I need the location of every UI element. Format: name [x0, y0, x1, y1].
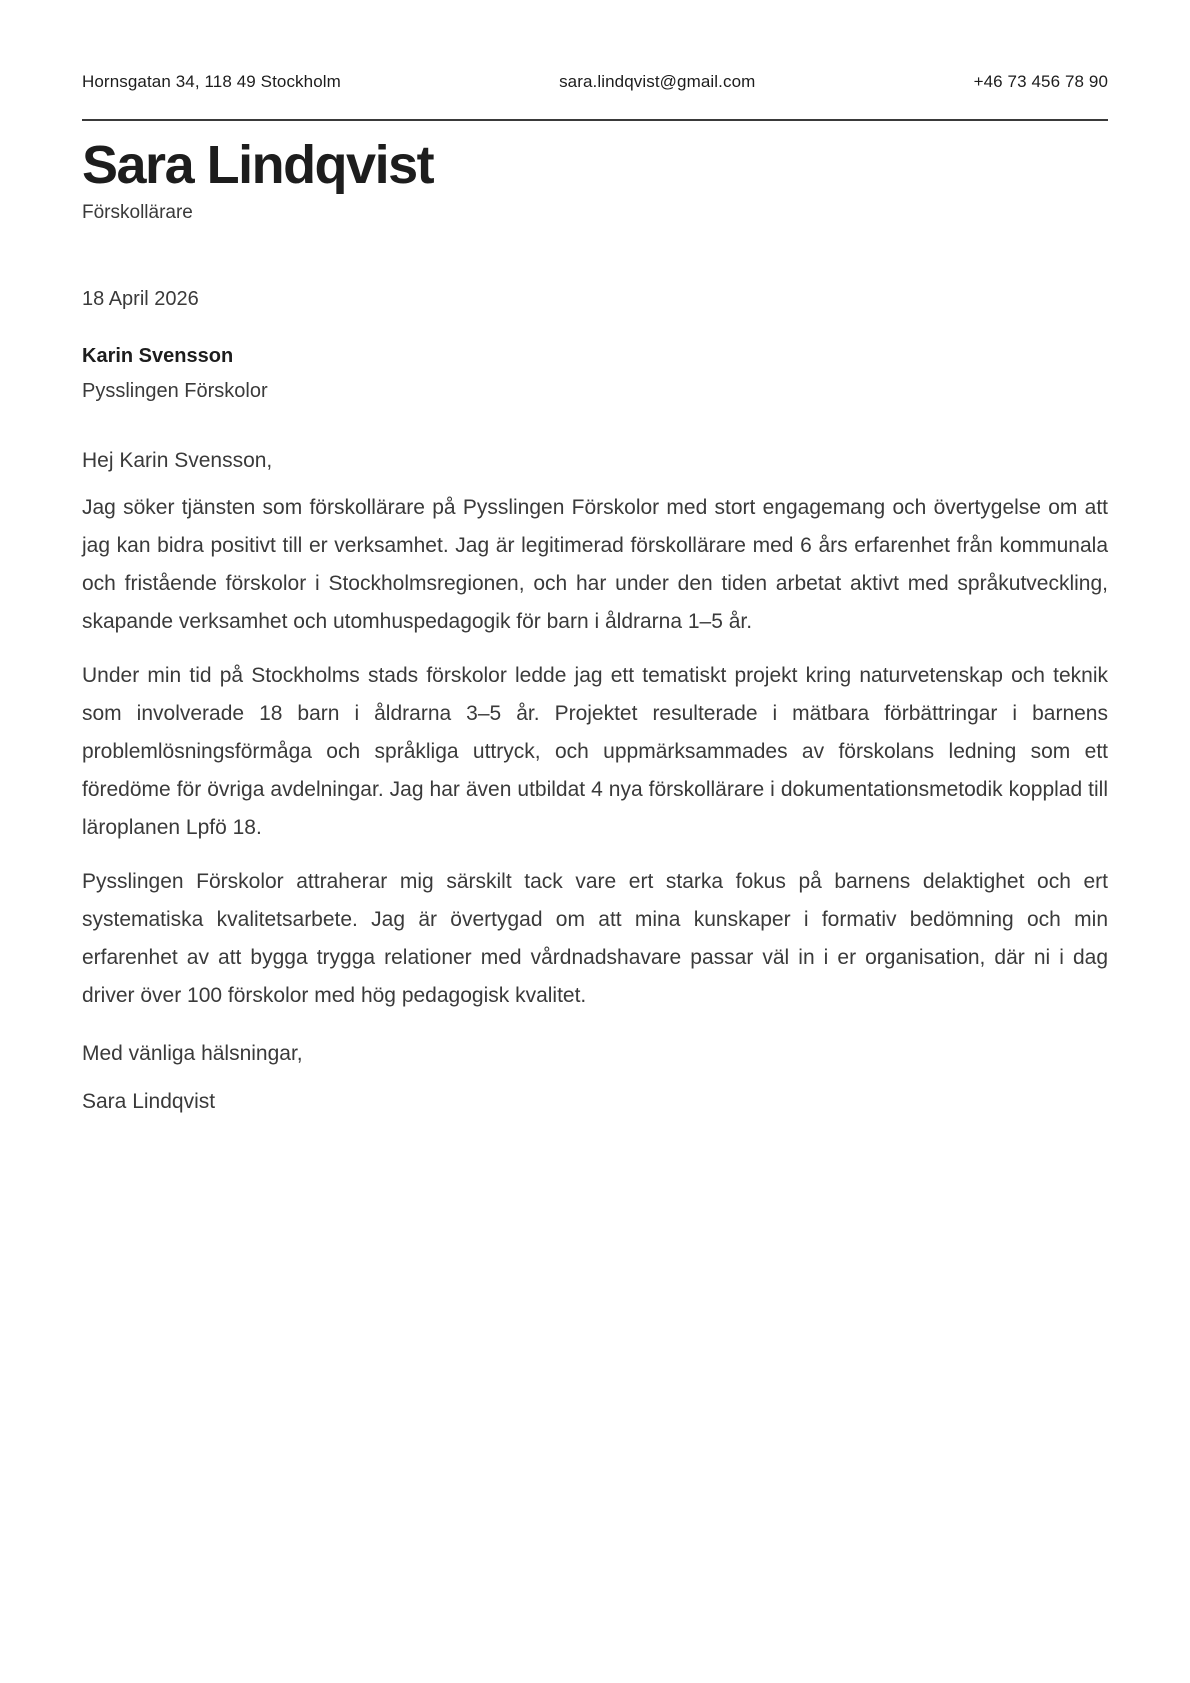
letter-date: 18 April 2026 — [82, 287, 199, 310]
contact-email: sara.lindqvist@gmail.com — [559, 72, 756, 91]
page-title: Sara Lindqvist — [82, 135, 434, 195]
body-paragraph-3: Pysslingen Förskolor attraherar mig särskilt tack vare ert starka fokus på barnens delaktighet och ert systematiska kvalitetsarbete. Jag är övertygad om att mina kunskaper i formativ bedömning och min erfarenhet av att bygga trygga relationer med vårdnadshavare passar väl in i er organisation, där ni i dag driver över 100 förskolor med hög pedagogisk kvalitet. — [82, 869, 1108, 1007]
contact-header — [82, 72, 1108, 92]
header-divider — [82, 119, 1108, 121]
contact-address: Hornsgatan 34, 118 49 Stockholm — [82, 72, 341, 91]
recipient-block — [82, 345, 1108, 403]
greeting-line: Hej Karin Svensson, — [82, 448, 273, 472]
closing-line: Med vänliga hälsningar, — [82, 1041, 303, 1065]
job-title: Förskollärare — [82, 201, 193, 223]
body-paragraph-2: Under min tid på Stockholms stads förskolor ledde jag ett tematiskt projekt kring naturvetenskap och teknik som involverade 18 barn i åldrarna 3–5 år. Projektet resulterade i mätbara förbättringar i barnens problemlösningsförmåga och språkliga uttryck, och uppmärksammades av förskolans ledning som ett föredöme för övriga avdelningar. Jag har även utbildat 4 nya förskollärare i dokumentationsmetodik kopplad till läroplanen Lpfö 18. — [82, 663, 1108, 839]
signature-name: Sara Lindqvist — [82, 1089, 216, 1113]
contact-phone: +46 73 456 78 90 — [973, 72, 1108, 91]
body-paragraph-1: Jag söker tjänsten som förskollärare på Pysslingen Förskolor med stort engagemang och övertygelse om att jag kan bidra positivt till er verksamhet. Jag är legitimerad förskollärare med 6 års erfarenhet från kommunala och fristående förskolor i Stockholmsregionen, och har under den tiden arbetat aktivt med språkutveckling, skapande verksamhet och utomhuspedagogik för barn i åldrarna 1–5 år. — [82, 495, 1108, 633]
recipient-name: Karin Svensson — [82, 344, 234, 367]
recipient-company: Pysslingen Förskolor — [82, 379, 268, 402]
